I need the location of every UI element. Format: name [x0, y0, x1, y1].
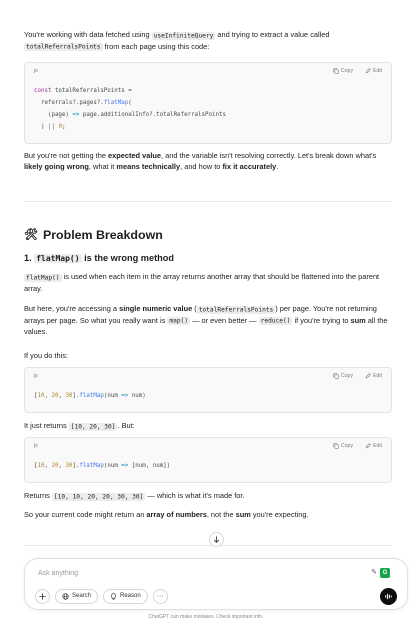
copy-icon: [333, 443, 339, 449]
bold-text: expected value: [108, 151, 161, 160]
inline-code: map(): [169, 317, 189, 325]
voice-mode-button[interactable]: [380, 588, 397, 605]
code-language-label: js: [34, 372, 38, 379]
bold-text: fix it accurately: [222, 162, 277, 172]
conclusion-paragraph: [24, 509, 392, 520]
search-label: Search: [72, 592, 92, 599]
text: you're expecting.: [250, 510, 309, 519]
code-block: [24, 367, 392, 413]
text: , not the: [206, 510, 236, 519]
message-composer: [24, 558, 408, 610]
reason-button[interactable]: [103, 589, 148, 604]
returns-array-paragraph: [24, 490, 392, 502]
edit-label: Edit: [373, 442, 382, 449]
more-button[interactable]: [153, 589, 168, 604]
text: So your current code might return an: [24, 510, 147, 519]
code-content: [25, 454, 391, 472]
inline-code: totalReferralsPoints: [26, 43, 101, 51]
text: (: [192, 304, 197, 313]
text: . But:: [117, 421, 135, 430]
globe-icon: [62, 593, 69, 600]
code-line: referrals?.pages?.flatMap(: [34, 100, 132, 106]
inline-code: reduce(): [260, 317, 291, 325]
section-heading: [24, 226, 163, 245]
voice-icon: [384, 592, 393, 601]
composer-tools: [35, 589, 168, 604]
flatmap-paragraph: [24, 271, 392, 294]
text: if you're trying to: [292, 315, 351, 325]
if-you-do-this-text: If you do this:: [24, 351, 68, 360]
extension-icons: [371, 568, 390, 579]
edit-icon: [365, 68, 371, 74]
code-block-header: [25, 368, 391, 384]
code-line: const totalReferralsPoints =: [34, 88, 132, 94]
copy-label: Copy: [340, 442, 354, 449]
code-content: [25, 79, 391, 133]
bold-text: array of numbers: [146, 510, 207, 519]
edit-button[interactable]: [365, 372, 382, 380]
intro-paragraph: [24, 29, 392, 52]
text: , what it: [88, 162, 117, 172]
inline-code: flatMap(): [26, 274, 60, 281]
bold-text: sum: [235, 510, 251, 519]
divider: [24, 545, 392, 546]
text: , and how to: [180, 162, 223, 172]
message-input[interactable]: Ask anything: [38, 570, 79, 577]
inline-code: useInfiniteQuery: [153, 32, 214, 39]
text: It just returns: [24, 421, 69, 430]
edit-icon: [365, 373, 371, 379]
subsection-number: 1.: [24, 253, 35, 263]
scroll-down-button[interactable]: [209, 532, 224, 547]
numeric-value-paragraph: [24, 303, 392, 338]
subsection-text: is the wrong method: [81, 253, 174, 263]
edit-label: Edit: [373, 67, 382, 74]
text: But here, you're accessing a: [24, 304, 120, 313]
search-button[interactable]: [55, 589, 98, 604]
arrow-down-icon: [213, 536, 220, 543]
code-line: ) || 0;: [34, 124, 66, 130]
bold-text: means technically: [116, 162, 181, 172]
code-block: [24, 437, 392, 483]
pen-icon[interactable]: ✎: [371, 569, 377, 576]
intro-text: from each page using this code:: [102, 41, 210, 51]
copy-label: Copy: [340, 372, 354, 379]
more-icon: ···: [156, 593, 164, 600]
copy-button[interactable]: [333, 67, 353, 75]
code-block-header: [25, 438, 391, 454]
edit-label: Edit: [373, 372, 382, 379]
explanation-paragraph: [24, 150, 392, 173]
text: — or even better —: [190, 315, 259, 325]
code-language-label: js: [34, 442, 38, 449]
copy-icon: [333, 68, 339, 74]
section-title: Problem Breakdown: [42, 228, 163, 242]
code-block-header: [25, 63, 391, 79]
reason-label: Reason: [120, 592, 141, 599]
text: — which is what it's made for.: [145, 491, 245, 500]
copy-icon: [333, 373, 339, 379]
bold-text: sum: [350, 315, 366, 325]
intro-text: You're working with data fetched using: [24, 30, 152, 39]
bulb-icon: [110, 593, 117, 600]
copy-button[interactable]: [333, 442, 353, 450]
text: Returns: [24, 491, 52, 500]
edit-button[interactable]: [365, 67, 382, 75]
inline-code: flatMap(): [36, 254, 80, 263]
plus-icon: [39, 593, 46, 600]
add-button[interactable]: [35, 589, 50, 604]
text: .: [276, 162, 279, 172]
tools-icon: 🛠: [24, 229, 38, 242]
grammarly-icon[interactable]: G: [380, 568, 390, 578]
text: , and the variable isn't resolving correctly. Let's break down what's: [161, 151, 377, 160]
code-line: [10, 20, 30].flatMap(num => num): [34, 393, 146, 399]
code-line: (page) => page.additionalInfo?.totalReferralsPoints: [34, 112, 226, 118]
copy-label: Copy: [340, 67, 354, 74]
disclaimer-footer: ChatGPT can make mistakes. Check important info.: [148, 614, 264, 620]
text: But you're not getting the: [24, 151, 108, 160]
code-content: [25, 384, 391, 402]
intro-text: and trying to extract a value called: [215, 30, 330, 39]
divider: [24, 201, 392, 202]
code-line: [10, 20, 30].flatMap(num => [num, num]): [34, 463, 171, 469]
returns-paragraph: [24, 420, 392, 432]
code-block: [24, 62, 392, 144]
code-language-label: js: [34, 67, 38, 74]
text: all the values.: [24, 315, 388, 337]
inline-code: totalReferralsPoints: [198, 306, 274, 313]
edit-button[interactable]: [365, 442, 382, 450]
edit-icon: [365, 443, 371, 449]
text: is used when each item in the array returns another array that should be flattened into the parent array.: [24, 272, 380, 293]
inline-code: [10, 10, 20, 20, 30, 30]: [53, 493, 144, 500]
bold-text: single numeric value: [119, 304, 193, 313]
bold-text: likely going wrong: [24, 162, 89, 172]
text: ) per page. You're not returning arrays per page. So what you really want is: [24, 304, 377, 325]
subsection-heading: [24, 251, 174, 265]
copy-button[interactable]: [333, 372, 353, 380]
inline-code: [10, 20, 30]: [70, 423, 116, 430]
